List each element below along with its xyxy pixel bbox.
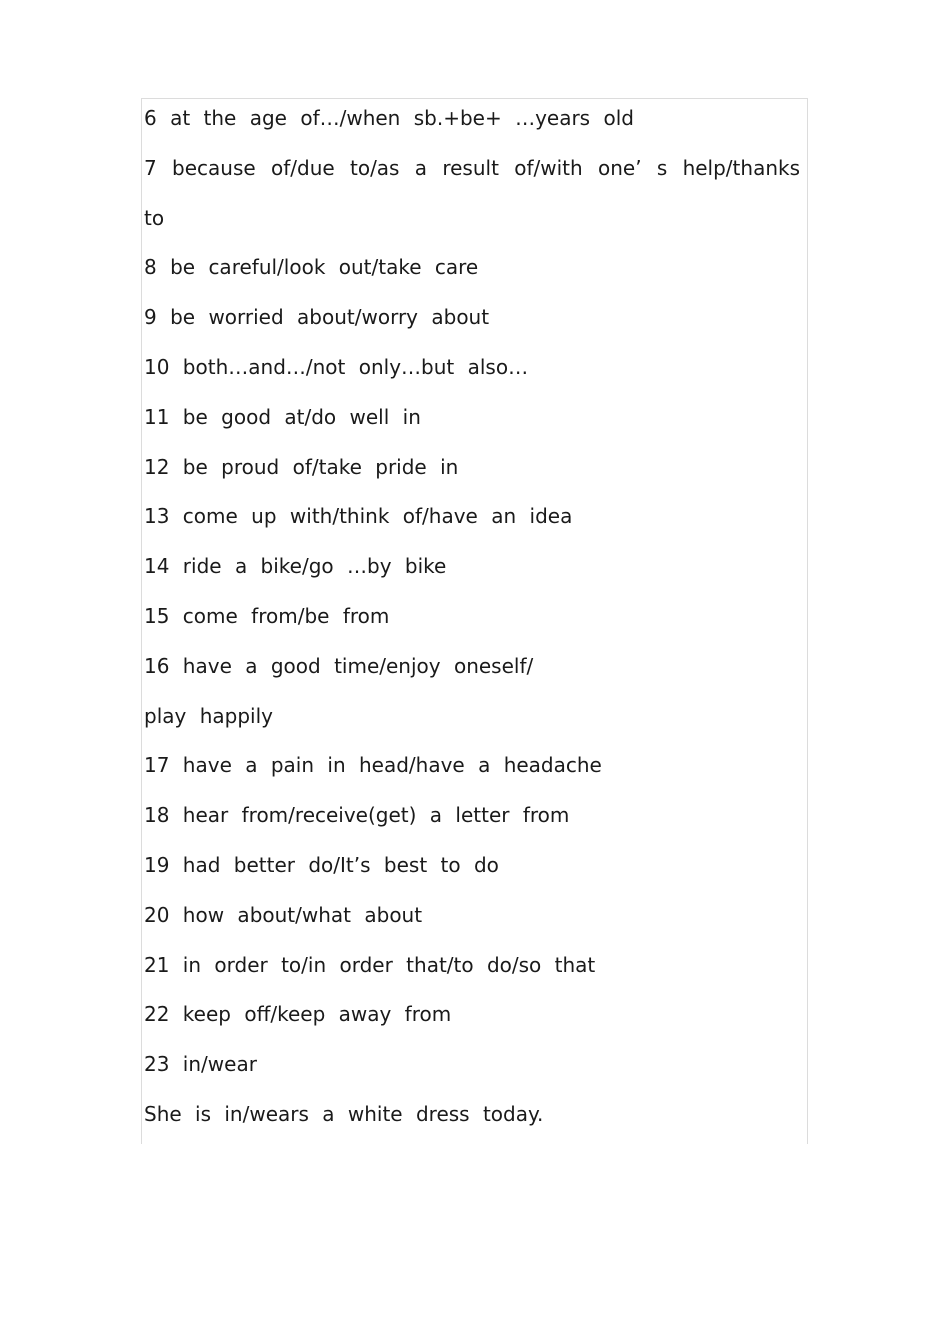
word: of/due: [270, 155, 335, 180]
phrase-line-justified: [144, 144, 800, 194]
word: because: [172, 155, 256, 180]
phrase-line: 22 keep off/keep away from: [144, 1002, 452, 1027]
word: one’: [597, 155, 642, 180]
phrase-line: 10 both…and…/not only…but also…: [144, 354, 529, 379]
phrase-line: 16 have a good time/enjoy oneself/: [144, 653, 534, 678]
word: a: [414, 155, 428, 180]
phrase-line: 17 have a pain in head/have a headache: [144, 753, 602, 778]
phrase-line: play happily: [144, 703, 273, 728]
phrase-line: 21 in order to/in order that/to do/so that: [144, 952, 596, 977]
phrase-line: 11 be good at/do well in: [144, 404, 421, 429]
word: 7: [144, 155, 157, 180]
phrase-line: 13 come up with/think of/have an idea: [144, 504, 573, 529]
phrase-line: 6 at the age of…/when sb.+be+ …years old: [144, 106, 634, 130]
phrase-line: 8 be careful/look out/take care: [144, 255, 479, 280]
word: to/as: [349, 155, 400, 180]
word: help/thanks: [682, 155, 800, 180]
phrase-line: 23 in/wear: [144, 1052, 257, 1077]
phrase-line: She is in/wears a white dress today.: [144, 1101, 544, 1126]
phrase-line: 14 ride a bike/go …by bike: [144, 554, 447, 579]
phrase-line: 20 how about/what about: [144, 902, 423, 927]
phrase-line: 15 come from/be from: [144, 603, 390, 628]
phrase-line: 18 hear from/receive(get) a letter from: [144, 803, 570, 828]
phrase-list: [144, 94, 800, 1140]
phrase-line: 19 had better do/It’s best to do: [144, 852, 499, 877]
phrase-line: to: [144, 205, 165, 230]
word: of/with: [514, 155, 583, 180]
phrase-line: 9 be worried about/worry about: [144, 305, 490, 330]
phrase-line: 12 be proud of/take pride in: [144, 454, 459, 479]
word: s: [656, 155, 668, 180]
word: result: [442, 155, 499, 180]
